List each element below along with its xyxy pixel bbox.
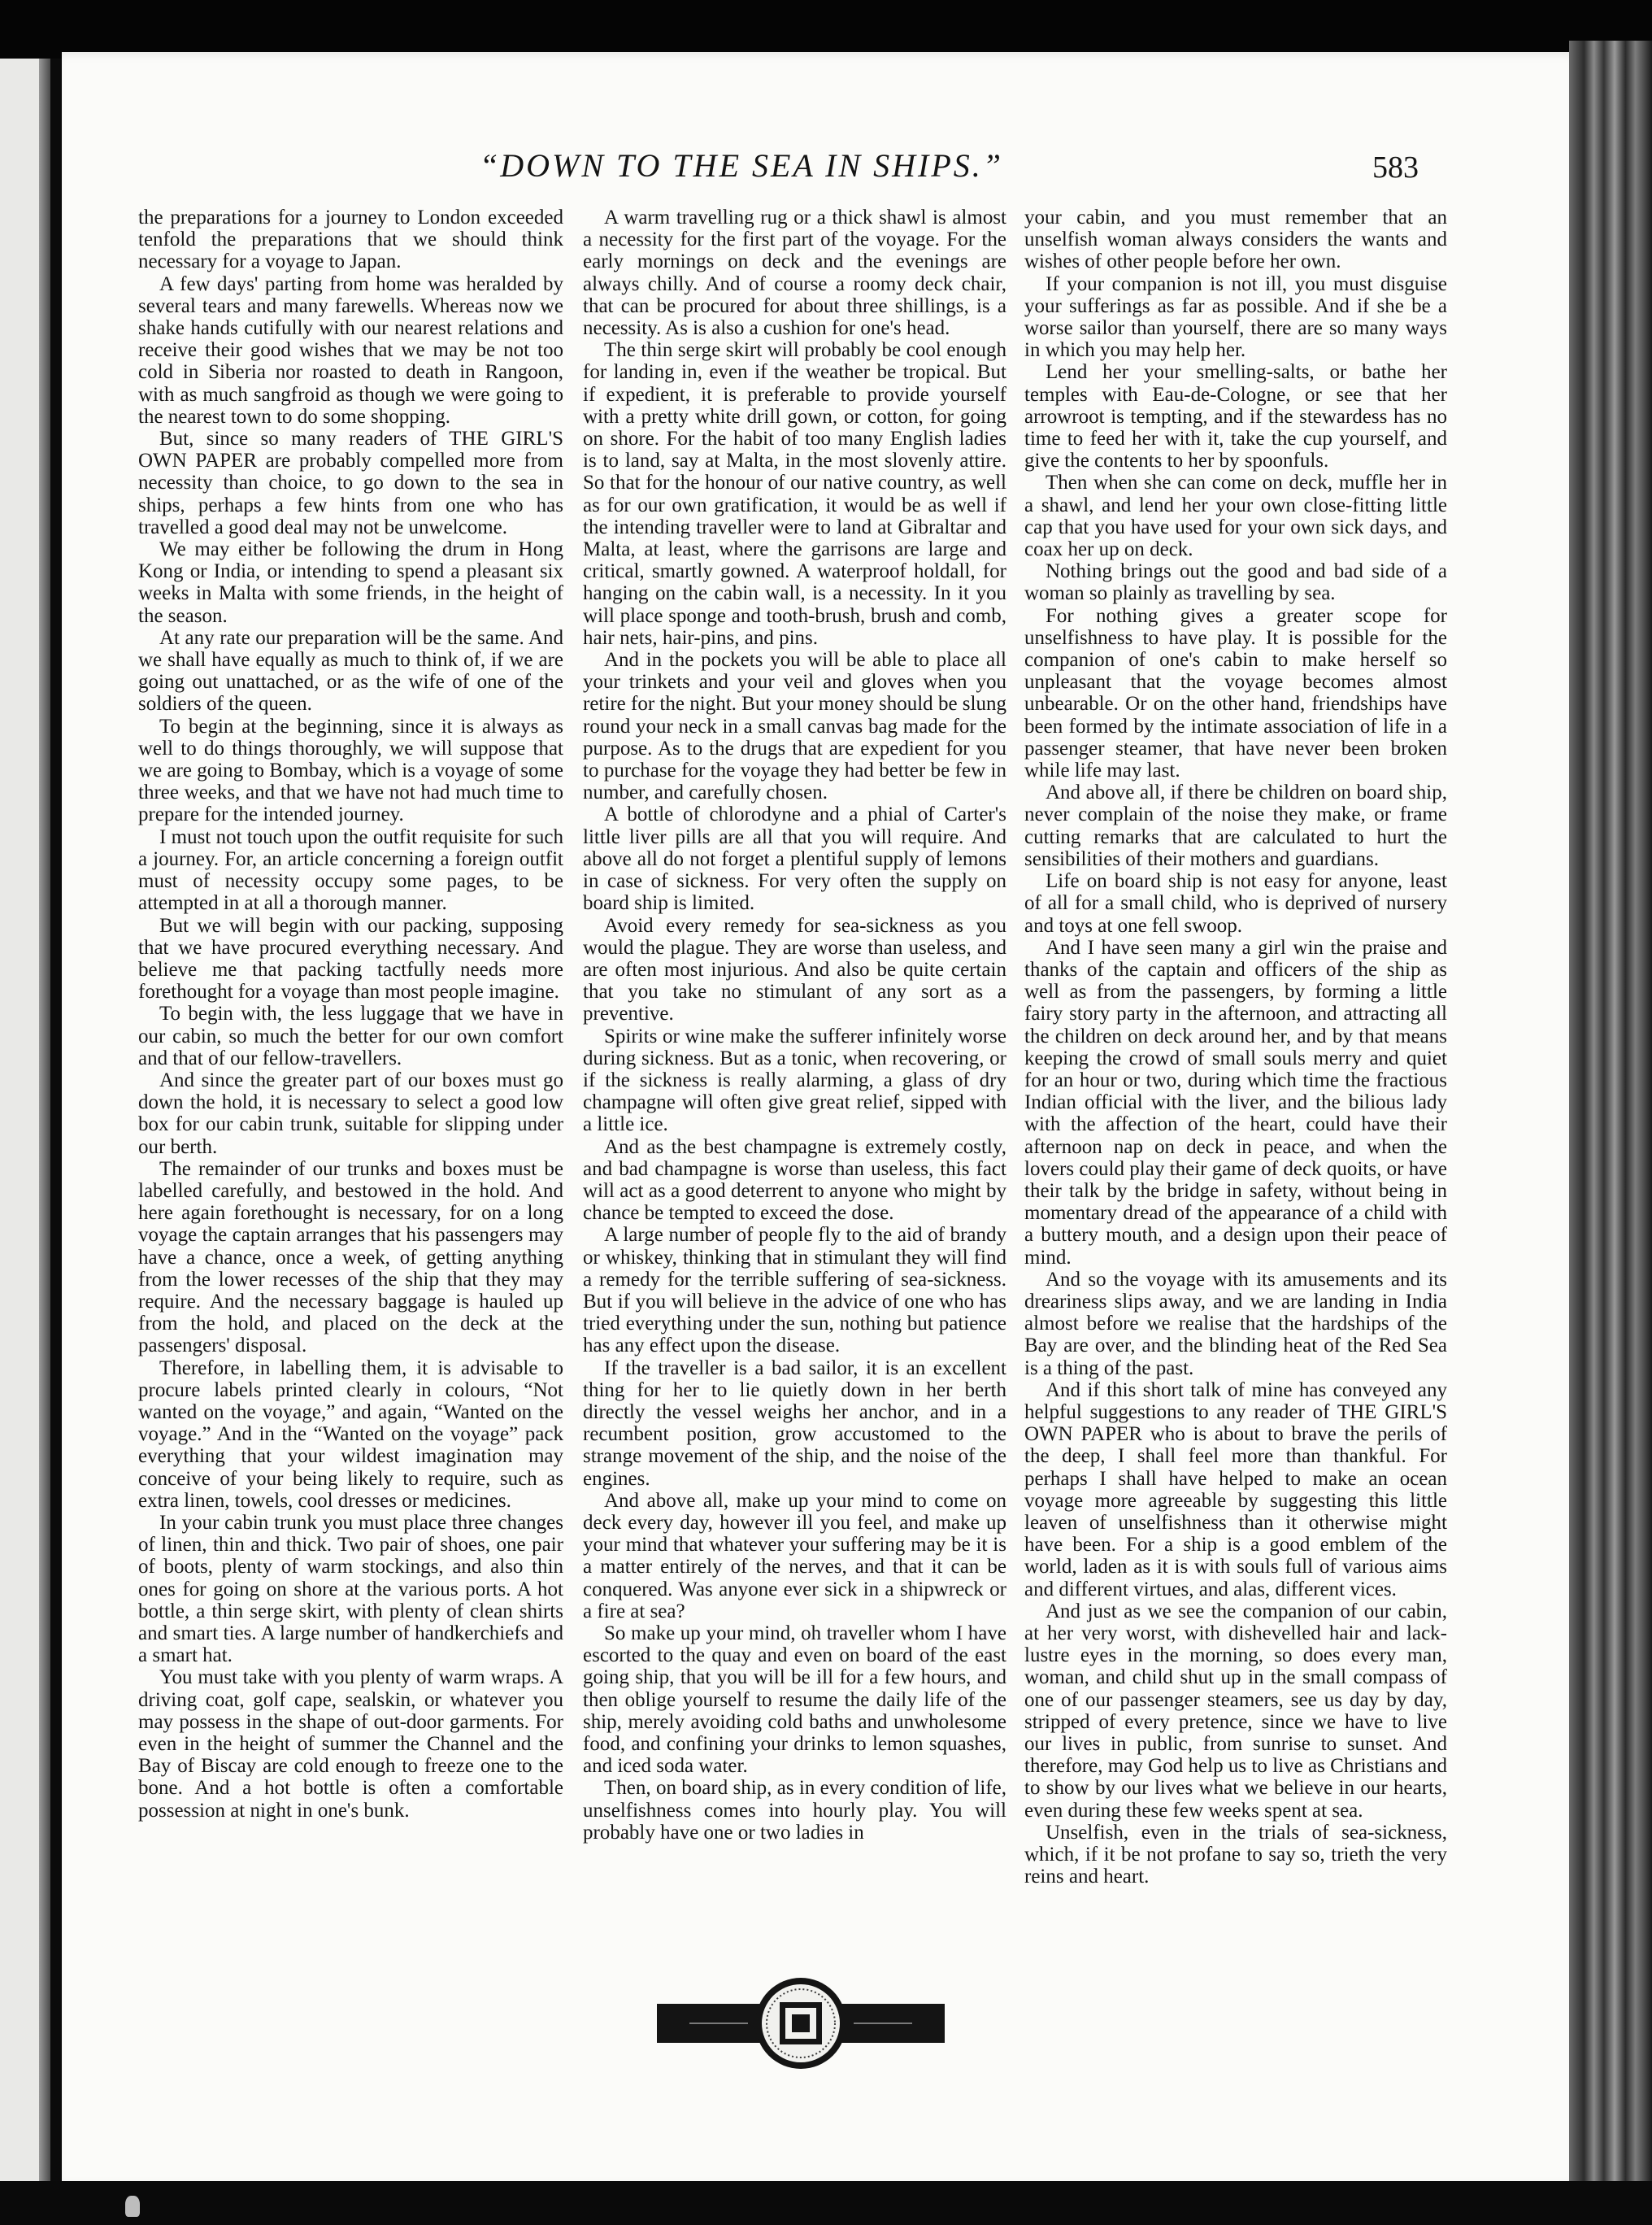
paragraph: And in the pockets you will be able to place all your trinkets and your veil and gloves when you retire for the night. But your money should be slung round your neck in a small canvas bag made for the purpose. As to the drugs that are expedient for you to purchase for the voyage they had better be few in number, and carefully chosen.	[583, 649, 1006, 804]
text-column-2	[583, 207, 1006, 1979]
paragraph: We may either be following the drum in Hong Kong or India, or intending to spend a pleasant six weeks in Malta with some friends, in the height of the season.	[138, 538, 563, 627]
paragraph: If your companion is not ill, you must disguise your sufferings as far as possible. And if she be a worse sailor than yourself, there are so many ways in which you may help her.	[1024, 272, 1447, 362]
text-column-3	[1024, 207, 1447, 1979]
paragraph: A bottle of chlorodyne and a phial of Carter's little liver pills are all that you will require. And above all do not forget a plentiful supply of lemons in case of sickness. For very often the supply on board ship is limited.	[583, 803, 1006, 915]
paragraph: And above all, make up your mind to come on deck every day, however ill you feel, and make up your mind that whatever your suffering may be it is a matter entirely of the nerves, and that it can be conquered. Was anyone ever sick in a shipwreck or a fire at sea?	[583, 1489, 1006, 1622]
paragraph: You must take with you plenty of warm wraps. A driving coat, golf cape, sealskin, or whatever you may possess in the shape of out-door garments. For even in the height of summer the Channel and the Bay of Biscay are cold enough to freeze one to the bone. And a hot bottle is often a comfortable possession at night in one's bunk.	[138, 1666, 563, 1822]
paragraph: So make up your mind, oh traveller whom I have escorted to the quay and even on board of the east going ship, that you will be ill for a few hours, and then oblige yourself to resume the daily life of the ship, merely avoiding cold baths and unwholesome food, and confining your drinks to lemon squashes, and iced soda water.	[583, 1622, 1006, 1778]
paragraph: The thin serge skirt will probably be cool enough for landing in, even if the weather be tropical. But if expedient, it is preferable to provide yourself with a pretty white drill gown, or cotton, for going on shore. For the habit of too many English ladies is to land, say at Malta, in the most slovenly attire. So that for the honour of our native country, as well as for our own gratification, it would be as well if the intending traveller were to land at Gibraltar and Malta, at least, where the garrisons are large and critical, smartly gowned. A waterproof holdall, for hanging on the cabin wall, is a necessity. In it you will place sponge and tooth-brush, brush and comb, hair nets, hair-pins, and pins.	[583, 339, 1006, 649]
paragraph: A warm travelling rug or a thick shawl is almost a necessity for the first part of the voyage. For the early mornings on deck and the evenings are always chilly. And of course a roomy deck chair, that can be procured for about three shillings, is a necessity. As is also a cushion for one's head.	[583, 207, 1006, 340]
paragraph: A large number of people fly to the aid of brandy or whiskey, thinking that in stimulant they will find a remedy for the terrible suffering of sea-sickness. But if you will believe in the advice of one who has tried everything under the sun, nothing but patience has any effect upon the disease.	[583, 1224, 1006, 1357]
scan-bottom-border	[0, 2181, 1652, 2225]
running-title: “DOWN TO THE SEA IN SHIPS.”	[480, 147, 1004, 184]
paragraph: At any rate our preparation will be the same. And we shall have equally as much to think of, if we are going out unattached, or as the wife of one of the soldiers of the queen.	[138, 626, 563, 716]
paragraph: To begin with, the less luggage that we have in our cabin, so much the better for our own comfort and that of our fellow-travellers.	[138, 1003, 563, 1069]
paragraph: Nothing brings out the good and bad side of a woman so plainly as travelling by sea.	[1024, 560, 1447, 605]
paragraph: Avoid every remedy for sea-sickness as you would the plague. They are worse than useless, and are often most injurious. And also be quite certain that you take no stimulant of any sort as a preventive.	[583, 914, 1006, 1025]
book-spine-edge	[1569, 41, 1652, 2188]
paragraph: Unselfish, even in the trials of sea-sickness, which, if it be not profane to say so, trieth the very reins and heart.	[1024, 1821, 1447, 1888]
paragraph: And if this short talk of mine has conveyed any helpful suggestions to any reader of THE GIRL'S OWN PAPER who is about to brave the perils of the deep, I shall feel more than thankful. For perhaps I shall have helped to make an ocean voyage more agreeable by suggesting this little leaven of unselfishness than it otherwise might have been. For a ship is a good emblem of the world, laden as it is with souls full of various aims and different virtues, and alas, different vices.	[1024, 1378, 1447, 1600]
paragraph: And since the greater part of our boxes must go down the hold, it is necessary to select a good low box for our cabin trunk, suitable for slipping under our berth.	[138, 1069, 563, 1158]
paragraph: Life on board ship is not easy for anyone, least of all for a small child, who is deprived of nursery and toys at one fell swoop.	[1024, 870, 1447, 937]
paragraph: A few days' parting from home was heralded by several tears and many farewells. Whereas now we shake hands cutifully with our nearest relations and receive their good wishes that we may be not too cold in Siberia nor roasted to death in Rangoon, with as much sangfroid as though we were going to the nearest town to do some shopping.	[138, 272, 563, 428]
paragraph: And above all, if there be children on board ship, never complain of the noise they make, or frame cutting remarks that are calculated to hurt the sensibilities of their mothers and guardians.	[1024, 782, 1447, 870]
paragraph: But, since so many readers of THE GIRL'S OWN PAPER are probably compelled more from necessity than choice, to go down to the sea in ships, perhaps a few hints from one who has travelled a good deal may not be unwelcome.	[138, 428, 563, 538]
paragraph: Then, on board ship, as in every condition of life, unselfishness comes into hourly play. You will probably have one or two ladies in	[583, 1777, 1006, 1844]
paragraph: And I have seen many a girl win the praise and thanks of the captain and officers of the ship as well as from the passengers, by forming a little fairy story party in the afternoon, and attracting all the children on deck around her, and by that means keeping the crowd of small souls merry and quiet for an hour or two, during which time the fractious Indian official with the liver, and the bilious lady with the affection of the heart, could have their afternoon nap on deck in peace, and when the lovers could play their game of deck quoits, or have their talk by the bridge in safety, without being in momentary dread of the appearance of a child with a buttery mouth, and a design upon their peace of mind.	[1024, 936, 1447, 1269]
paragraph: The remainder of our trunks and boxes must be labelled carefully, and bestowed in the hold. And here again forethought is necessary, for on a long voyage the captain arranges that his passengers may have a chance, once a week, of getting anything from the lower recesses of the ship that they may require. And the necessary baggage is hauled up from the hold, and placed on the deck at the passengers' disposal.	[138, 1157, 563, 1357]
paragraph: And just as we see the companion of our cabin, at her very worst, with dishevelled hair and lack-lustre eyes in the morning, so does every man, woman, and child shut up in the small compass of one of our passenger steamers, see us day by day, stripped of every pretence, since we have to live our lives in public, from sunrise to sunset. And therefore, may God help us to live as Christians and to show by our lives what we believe in our hearts, even during these few weeks spent at sea.	[1024, 1600, 1447, 1822]
paragraph: I must not touch upon the outfit requisite for such a journey. For, an article concerning a foreign outfit must of necessity occupy some pages, to be attempted in at all a thorough manner.	[138, 825, 563, 915]
tailpiece-ornament-icon	[657, 1976, 945, 2070]
paragraph: Lend her your smelling-salts, or bathe her temples with Eau-de-Cologne, or see that her arrowroot is tempting, and if the stewardess has no time to feed her with it, take the cup yourself, and give the contents to her by spoonfuls.	[1024, 361, 1447, 472]
paragraph: To begin at the beginning, since it is always as well to do things thoroughly, we will suppose that we are going to Bombay, which is a voyage of some three weeks, and that we have not had much time to prepare for the intended journey.	[138, 715, 563, 826]
paragraph: the preparations for a journey to London exceeded tenfold the preparations that we should think necessary for a voyage to Japan.	[138, 207, 563, 273]
paragraph: And as the best champagne is extremely costly, and bad champagne is worse than useless, this fact will act as a good deterrent to anyone who might by chance be tempted to exceed the dose.	[583, 1135, 1006, 1225]
paragraph: your cabin, and you must remember that an unselfish woman always considers the wants and wishes of other people before her own.	[1024, 207, 1447, 273]
text-column-1	[138, 207, 563, 1979]
paragraph: And so the voyage with its amusements and its dreariness slips away, and we are landing in India almost before we realise that the hardships of the Bay are over, and the blinding heat of the Red Sea is a thing of the past.	[1024, 1268, 1447, 1379]
scan-top-border	[0, 0, 1652, 59]
paragraph: For nothing gives a greater scope for unselfishness to have play. It is possible for the companion of one's cabin to make herself so unpleasant that the voyage becomes almost unbearable. Or on the other hand, friendships have been formed by the intimate association of life in a passenger steamer, that have never been broken while life may last.	[1024, 604, 1447, 782]
bookmark-icon	[125, 2196, 140, 2217]
page-number: 583	[1372, 150, 1419, 185]
paragraph: In your cabin trunk you must place three changes of linen, thin and thick. Two pair of shoes, one pair of boots, plenty of warm stockings, and also thin ones for going on shore at the various ports. A hot bottle, a thin serge skirt, with plenty of clean shirts and smart ties. A large number of handkerchiefs and a smart hat.	[138, 1511, 563, 1667]
paragraph: But we will begin with our packing, supposing that we have procured everything necessary. And believe me that packing tactfully needs more forethought for a voyage than most people imagine.	[138, 914, 563, 1004]
paragraph: Spirits or wine make the sufferer infinitely worse during sickness. But as a tonic, when recovering, or if the sickness is really alarming, a glass of dry champagne will often give great relief, sipped with a little ice.	[583, 1025, 1006, 1136]
paragraph: Therefore, in labelling them, it is advisable to procure labels printed clearly in colours, “Not wanted on the voyage,” and again, “Wanted on the voyage.” And in the “Wanted on the voyage” pack everything that your wildest imagination may conceive of your being likely to require, such as extra linen, towels, cool dresses or medicines.	[138, 1356, 563, 1512]
facing-page-edge	[0, 59, 50, 2181]
paragraph: If the traveller is a bad sailor, it is an excellent thing for her to lie quietly down in her berth directly the vessel weighs her anchor, and in a recumbent position, grow accustomed to the strange movement of the ship, and the noise of the engines.	[583, 1356, 1006, 1490]
paragraph: Then when she can come on deck, muffle her in a shawl, and lend her your own close-fitting little cap that you have used for your own sick days, and coax her up on deck.	[1024, 472, 1447, 561]
